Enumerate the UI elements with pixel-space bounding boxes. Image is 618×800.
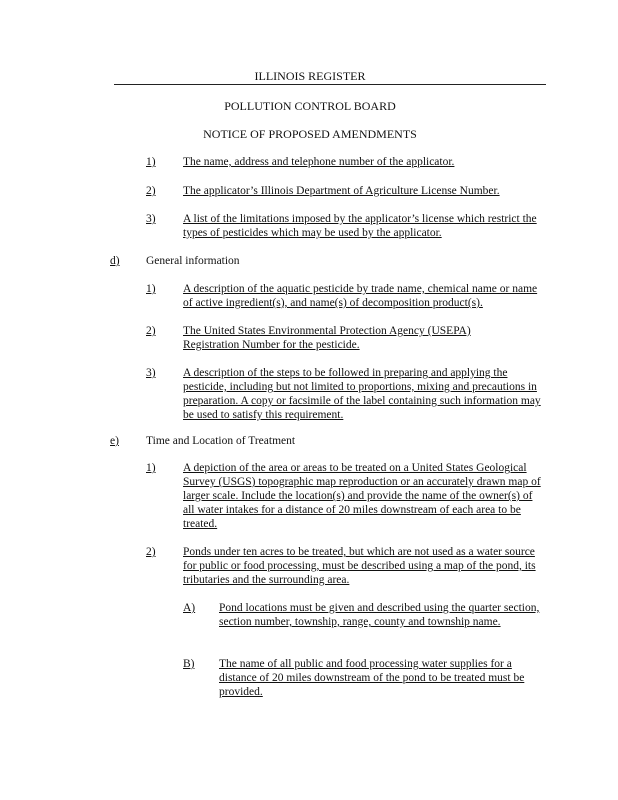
item-c3-label: 3): [146, 213, 156, 225]
item-c3-text: A list of the limitations imposed by the applicator’s license which restrict the types of pesticides which may be used by the applicator.: [183, 213, 537, 239]
item-e2-label: 2): [146, 546, 156, 558]
section-d-label: d): [110, 255, 120, 267]
item-d2-text: The United States Environmental Protection Agency (USEPA) Registration Number for the pesticide.: [183, 325, 471, 351]
item-d2-label: 2): [146, 325, 156, 337]
item-e2b-text: The name of all public and food processing water supplies for a distance of 20 miles downstream of the pond to be treated must be provided.: [219, 658, 525, 698]
section-d-heading: General information: [146, 255, 240, 267]
item-e2a-label: A): [183, 602, 196, 614]
notice-title: NOTICE OF PROPOSED AMENDMENTS: [203, 127, 417, 141]
section-e-heading: Time and Location of Treatment: [146, 435, 296, 447]
header-rule: [114, 84, 546, 85]
item-c1-label: 1): [146, 156, 156, 168]
item-e1-label: 1): [146, 462, 156, 474]
board-title: POLLUTION CONTROL BOARD: [224, 99, 396, 113]
register-title: ILLINOIS REGISTER: [254, 69, 366, 83]
item-c1-text: The name, address and telephone number of the applicator.: [183, 156, 455, 168]
section-e-label: e): [110, 435, 119, 447]
item-e2-text: Ponds under ten acres to be treated, but which are not used as a water source for public or food processing, must be described using a map of the pond, its tributaries and the surrounding area.: [183, 546, 536, 586]
item-e1-text: A depiction of the area or areas to be treated on a United States Geological Survey (USGS) topographic map reproduction or an accurately drawn map of larger scale. Include the location(s) and provide the name of the owner(s) of all water intakes for a distance of 20 miles downstream of each area to be treated.: [183, 462, 541, 530]
item-d3-label: 3): [146, 367, 156, 379]
item-d1-text: A description of the aquatic pesticide by trade name, chemical name or name of active ingredient(s), and name(s) of decomposition product(s).: [183, 283, 538, 309]
item-d1-label: 1): [146, 283, 156, 295]
item-e2a-text: Pond locations must be given and described using the quarter section, section number, township, range, county and township name.: [219, 602, 540, 628]
item-c2-text: The applicator’s Illinois Department of Agriculture License Number.: [183, 185, 500, 197]
item-e2b-label: B): [183, 658, 195, 670]
item-c2-label: 2): [146, 185, 156, 197]
item-d3-text: A description of the steps to be followed in preparing and applying the pesticide, including but not limited to proportions, mixing and precautions in preparation. A copy or facsimile of the label containing such information may be used to satisfy this requirement.: [183, 367, 541, 421]
